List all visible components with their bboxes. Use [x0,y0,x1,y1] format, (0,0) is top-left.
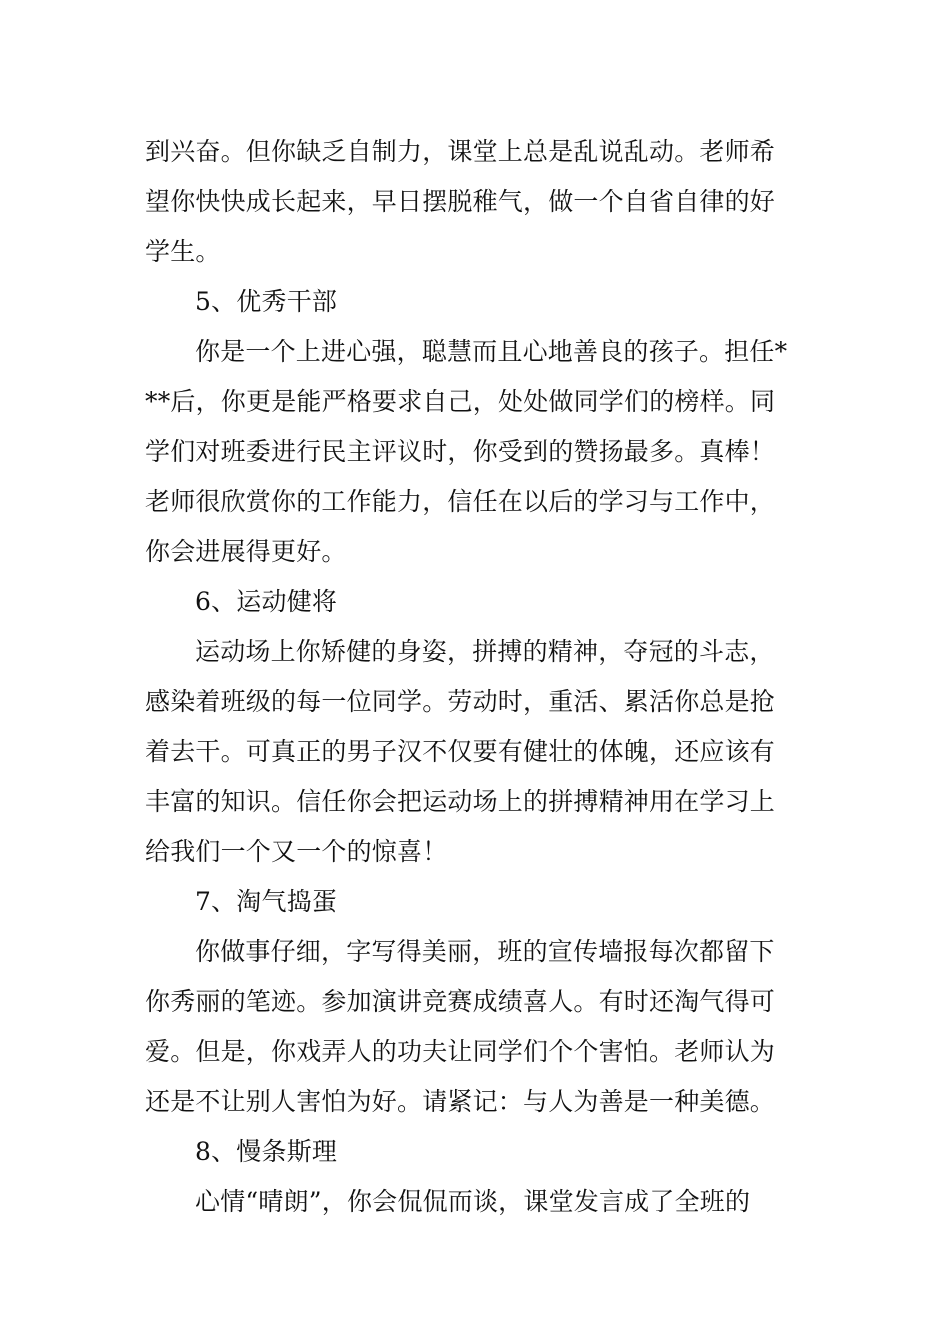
text-line: 望你快快成长起来，早日摆脱稚气，做一个自省自律的好 [145,187,776,216]
paragraph-first-line: 心情“晴朗”，你会侃侃而谈，课堂发言成了全班的 [195,1187,751,1216]
text-line: 给我们一个又一个的惊喜！ [145,837,448,866]
paragraph-first-line: 你做事仔细，字写得美丽，班的宣传墙报每次都留下 [195,937,775,966]
text-line: 还是不让别人害怕为好。请紧记：与人为善是一种美德。 [145,1087,776,1116]
text-line: 到兴奋。但你缺乏自制力，课堂上总是乱说乱动。老师希 [145,137,776,166]
section-heading: 6、运动健将 [195,587,338,616]
text-line: 你秀丽的笔迹。参加演讲竞赛成绩喜人。有时还淘气得可 [145,987,776,1016]
section-heading: 8、慢条斯理 [195,1137,338,1166]
paragraph-first-line: 你是一个上进心强，聪慧而且心地善良的孩子。担任* [195,337,788,366]
text-line: 爱。但是，你戏弄人的功夫让同学们个个害怕。老师认为 [145,1037,776,1066]
document-body [145,127,810,1227]
section-heading: 7、淘气捣蛋 [195,887,338,916]
section-heading: 5、优秀干部 [195,287,338,316]
text-line: 丰富的知识。信任你会把运动场上的拼搏精神用在学习上 [145,787,776,816]
text-line: 学们对班委进行民主评议时，你受到的赞扬最多。真棒！ [145,437,776,466]
text-line: **后，你更是能严格要求自己，处处做同学们的榜样。同 [145,387,776,416]
text-line: 着去干。可真正的男子汉不仅要有健壮的体魄，还应该有 [145,737,776,766]
paragraph-first-line: 运动场上你矫健的身姿，拼搏的精神，夺冠的斗志， [195,637,775,666]
text-line: 感染着班级的每一位同学。劳动时，重活、累活你总是抢 [145,687,776,716]
text-line: 老师很欣赏你的工作能力，信任在以后的学习与工作中， [145,487,776,516]
text-line: 你会进展得更好。 [145,537,347,566]
text-line: 学生。 [145,237,221,266]
